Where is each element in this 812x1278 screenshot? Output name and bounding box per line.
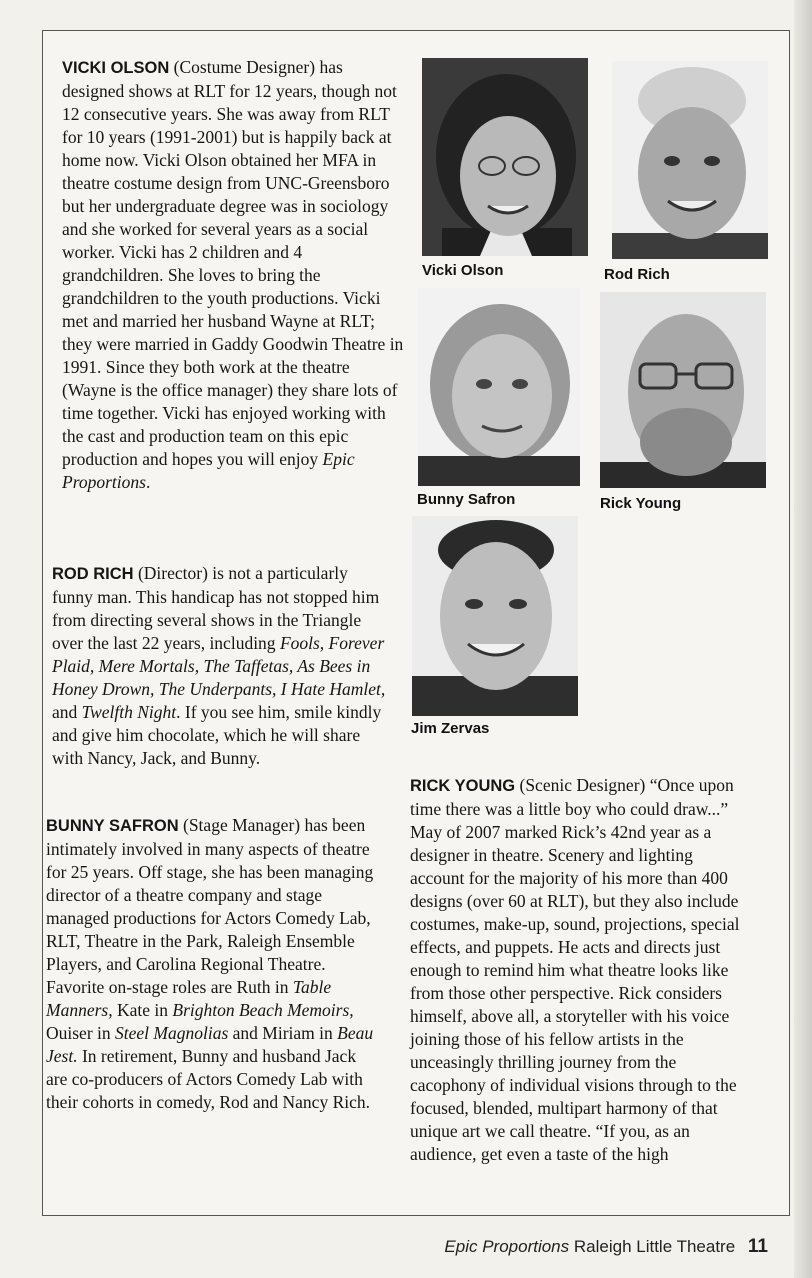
bio-bunny-safron bbox=[46, 814, 376, 1114]
page-number: 11 bbox=[747, 1236, 768, 1257]
bio-text: and bbox=[52, 702, 82, 722]
photo-bunny-safron bbox=[418, 288, 580, 486]
bio-vicki-olson bbox=[62, 56, 404, 494]
bio-show-title: Twelfth Night bbox=[81, 702, 177, 722]
page-edge-shadow bbox=[794, 0, 812, 1278]
bio-text: Kate in bbox=[112, 1000, 173, 1020]
photo-vicki-olson bbox=[422, 58, 588, 256]
caption-vicki-olson: Vicki Olson bbox=[422, 262, 504, 279]
bio-name: RICK YOUNG bbox=[410, 777, 516, 795]
caption-rod-rich: Rod Rich bbox=[604, 266, 670, 283]
bio-show-title: Table Manners, bbox=[46, 977, 332, 1020]
photo-rick-young bbox=[600, 292, 766, 488]
bio-show-title: Epic Proportions bbox=[62, 449, 355, 492]
footer-show-title: Epic Proportions bbox=[444, 1237, 570, 1256]
bio-text: (Costume Designer) has designed shows at RLT for 12 years, though not 12 consecutive years. She was away from RLT for 10 years (1991-2001) but is happily back at home now. Vicki Olson obtained her MFA in theatre costume design from UNC-Greensboro but her undergraduate degree was in sociology and she worked for several years as a social worker. Vicki has 2 children and 4 grandchildren. She loves to bring the grandchildren to the youth productions. Vicki met and married her husband Wayne at RLT; they were married in Gaddy Goodwin Theatre in 1991. Since they both work at the theatre (Wayne is the office manager) they share lots of time together. Vicki has enjoyed working with the cast and production team on this epic production and hopes you will enjoy bbox=[62, 57, 404, 469]
photo-jim-zervas bbox=[412, 516, 578, 716]
bio-show-title: Steel Magnolias bbox=[115, 1023, 229, 1043]
bio-text: (Director) is not a particularly funny man. This handicap has not stopped him from directing several shows in the Triangle over the last 22 years, including bbox=[52, 563, 380, 653]
photo-rod-rich bbox=[612, 61, 768, 259]
caption-jim-zervas: Jim Zervas bbox=[411, 720, 490, 737]
bio-text: (Stage Manager) has been intimately involved in many aspects of theatre for 25 years. Off stage, she has been managing director of a theatre company and stage managed productions for Actors Comedy Lab, RLT, Theatre in the Park, Raleigh Ensemble Players, and Carolina Regional Theatre. Favorite on-stage roles are Ruth in bbox=[46, 815, 374, 997]
bio-show-title: Brighton Beach Memoirs, bbox=[172, 1000, 354, 1020]
caption-bunny-safron: Bunny Safron bbox=[417, 491, 516, 508]
bio-text: In retirement, Bunny and husband Jack are co-producers of Actors Comedy Lab with their cohorts in comedy, Rod and Nancy Rich. bbox=[46, 1046, 370, 1112]
bio-text: (Scenic Designer) “Once upon time there was a little boy who could draw...” May of 2007 marked Rick’s 42nd year as a designer in theatre. Scenery and lighting account for the majority of his more than 400 designs (over 60 at RLT), but they also include costumes, make-up, sound, projections, special effects, and puppets. He acts and directs just enough to remind him what theatre looks like from those other perspective. Rick considers himself, above all, a storyteller with his voice joining those of his fellow artists in the unceasingly thrilling journey from the cacophony of individual visions through to the focused, blended, multipart harmony of that unique art we call theatre. “If you, as an audience, get even a taste of the high bbox=[410, 775, 740, 1164]
caption-rick-young: Rick Young bbox=[600, 495, 682, 512]
bio-end: . bbox=[145, 472, 151, 492]
bio-show-title: Beau Jest. bbox=[46, 1023, 374, 1066]
bio-text: Ouiser in bbox=[46, 1023, 116, 1043]
page-footer bbox=[444, 1236, 768, 1258]
bio-text: and Miriam in bbox=[228, 1023, 338, 1043]
bio-show-list: Fools, Forever Plaid, Mere Mortals, The Taffetas, As Bees in Honey Drown, The Underpants, I Hate Hamlet, bbox=[52, 633, 386, 699]
bio-rick-young bbox=[410, 774, 750, 1166]
footer-theatre-name: Raleigh Little Theatre bbox=[573, 1237, 736, 1256]
bio-text: . If you see him, smile kindly and give him chocolate, which he will share with Nancy, Jack, and Bunny. bbox=[52, 702, 382, 768]
bio-rod-rich bbox=[52, 562, 392, 770]
bio-name: ROD RICH bbox=[52, 565, 134, 583]
bio-name: BUNNY SAFRON bbox=[46, 817, 179, 835]
bio-name: VICKI OLSON bbox=[62, 59, 170, 77]
